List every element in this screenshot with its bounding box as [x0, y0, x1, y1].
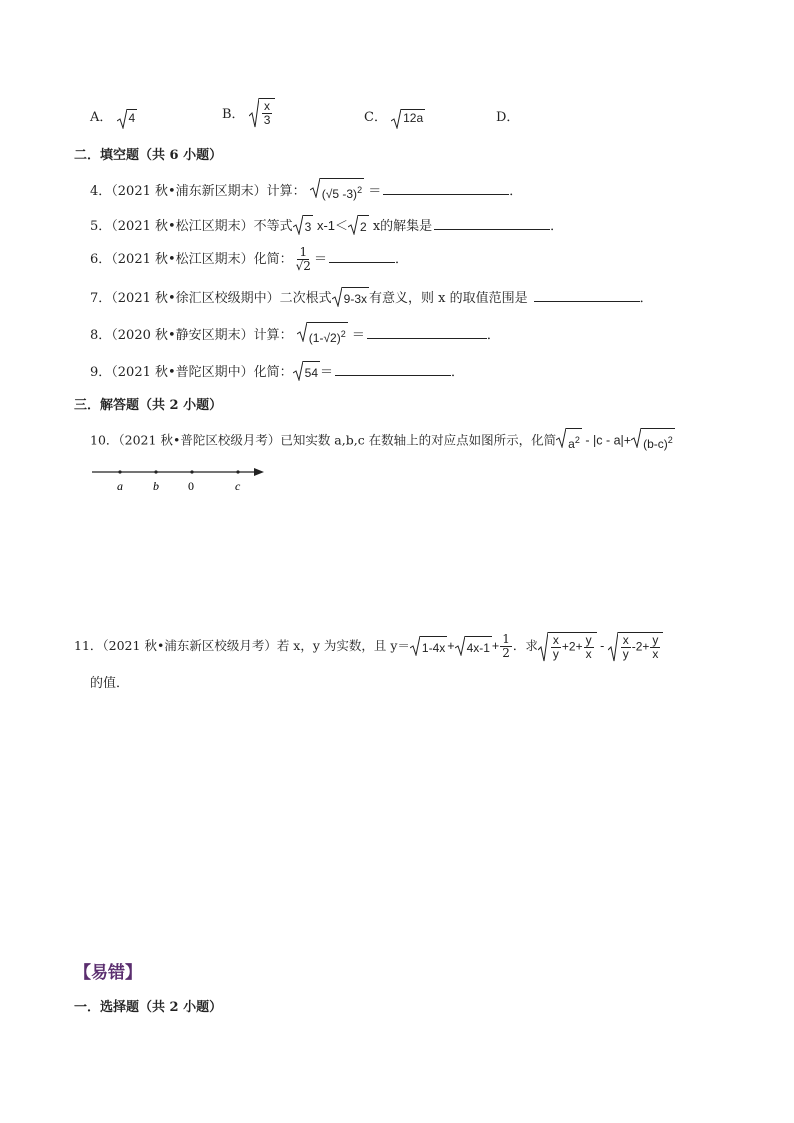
- section-choice-title: 一．选择题（共 2 小题）: [74, 1000, 223, 1015]
- number-line-dot-b: [154, 470, 157, 473]
- q9-sqrt: 54: [293, 361, 320, 384]
- option-b: [222, 98, 275, 127]
- q5-answer-blank[interactable]: [434, 217, 550, 230]
- option-a-label: A．: [90, 110, 113, 125]
- option-a-sqrt: 4: [117, 109, 138, 126]
- section-answer-title: 三．解答题（共 2 小题）: [74, 398, 223, 413]
- q6-answer-blank[interactable]: [329, 250, 395, 263]
- number-line-label-0: 0: [188, 479, 194, 493]
- number-line-arrow: [254, 468, 264, 476]
- q4-answer-blank[interactable]: [383, 182, 509, 195]
- question-10: 10．（2021 秋•普陀区校级月考）已知实数 a,b,c 在数轴上的对应点如图所示，化简 $a^2 - |c - a|+$ $(b-c)^2$: [90, 428, 675, 454]
- option-c: [364, 106, 425, 126]
- number-line-dot-0: [190, 470, 193, 473]
- question-4: 4．（2021 秋•浦东新区期末）计算： (√5 -3)$^2$ ＝ ．: [90, 178, 522, 205]
- option-c-label: C．: [364, 110, 387, 125]
- q10-sqrt-2: $(b-c)^2$: [631, 428, 675, 454]
- q4-sqrt: (√5 -3)$^2$: [310, 178, 364, 205]
- q7-sqrt: 9-3x: [332, 287, 369, 310]
- q6-fraction: $\frac{1}{√2}$: [295, 245, 311, 273]
- question-9: 9．（2021 秋•普陀区期中）化简： 54 ＝ ．: [90, 361, 464, 384]
- q11-sqrt-2: 4x-1: [455, 636, 492, 658]
- question-8: 8．（2020 秋•静安区期末）计算： $(1-√2)^2$ ＝ ．: [90, 322, 500, 349]
- question-11: 11．（2021 秋•浦东新区校级月考）若 x，y 为实数，且 y＝ 1-4x + 4x-1 + $\frac{1}{2}$ ．求 $\frac{x}{y}$ +2+ $\frac{y}{x}$ - $\frac{x}{y}$ -2+ $\frac{y}{x}$: [74, 632, 663, 661]
- question-7: 7．（2021 秋•徐汇区校级期中）二次根式 9-3x 有意义，则 x 的取值范围是 ．: [90, 287, 653, 310]
- option-b-label: B．: [222, 107, 245, 122]
- section-fill-title: 二．填空题（共 6 小题）: [74, 148, 223, 163]
- q7-answer-blank[interactable]: [534, 289, 640, 302]
- number-line: [90, 462, 270, 496]
- q8-answer-blank[interactable]: [367, 326, 487, 339]
- number-line-label-c: c: [235, 479, 241, 493]
- q11-sqrt-4: $\frac{x}{y}$ -2+ $\frac{y}{x}$: [608, 632, 664, 661]
- number-line-dot-a: [118, 470, 121, 473]
- q10-sqrt-1: $a^2$: [556, 428, 582, 454]
- q11-half: $\frac{1}{2}$: [502, 632, 510, 660]
- option-d-label: D．: [496, 110, 520, 125]
- q5-sqrt-1: 3: [293, 215, 314, 238]
- number-line-label-a: a: [117, 479, 123, 493]
- q11-sqrt-1: 1-4x: [410, 636, 447, 658]
- number-line-label-b: b: [153, 479, 159, 493]
- q8-sqrt: $(1-√2)^2$: [297, 322, 348, 349]
- option-c-sqrt: 12a: [391, 109, 425, 126]
- option-b-sqrt: $\frac{x}{3}$: [249, 98, 276, 127]
- q5-sqrt-2: 2: [348, 215, 369, 238]
- option-d: [496, 106, 519, 125]
- question-5: 5．（2021 秋•松江区期末）不等式 3 x-1＜ 2 x的解集是 ．: [90, 215, 563, 238]
- option-a: [90, 106, 137, 126]
- question-11-line2: 的值．: [90, 676, 130, 691]
- question-6: 6．（2021 秋•松江区期末）化简： $\frac{1}{√2}$ ＝ ．: [90, 245, 408, 273]
- number-line-dot-c: [236, 470, 239, 473]
- q9-answer-blank[interactable]: [335, 363, 451, 376]
- easy-mistakes-title: 【易错】: [74, 963, 142, 983]
- q11-sqrt-3: $\frac{x}{y}$ +2+ $\frac{y}{x}$: [538, 632, 597, 661]
